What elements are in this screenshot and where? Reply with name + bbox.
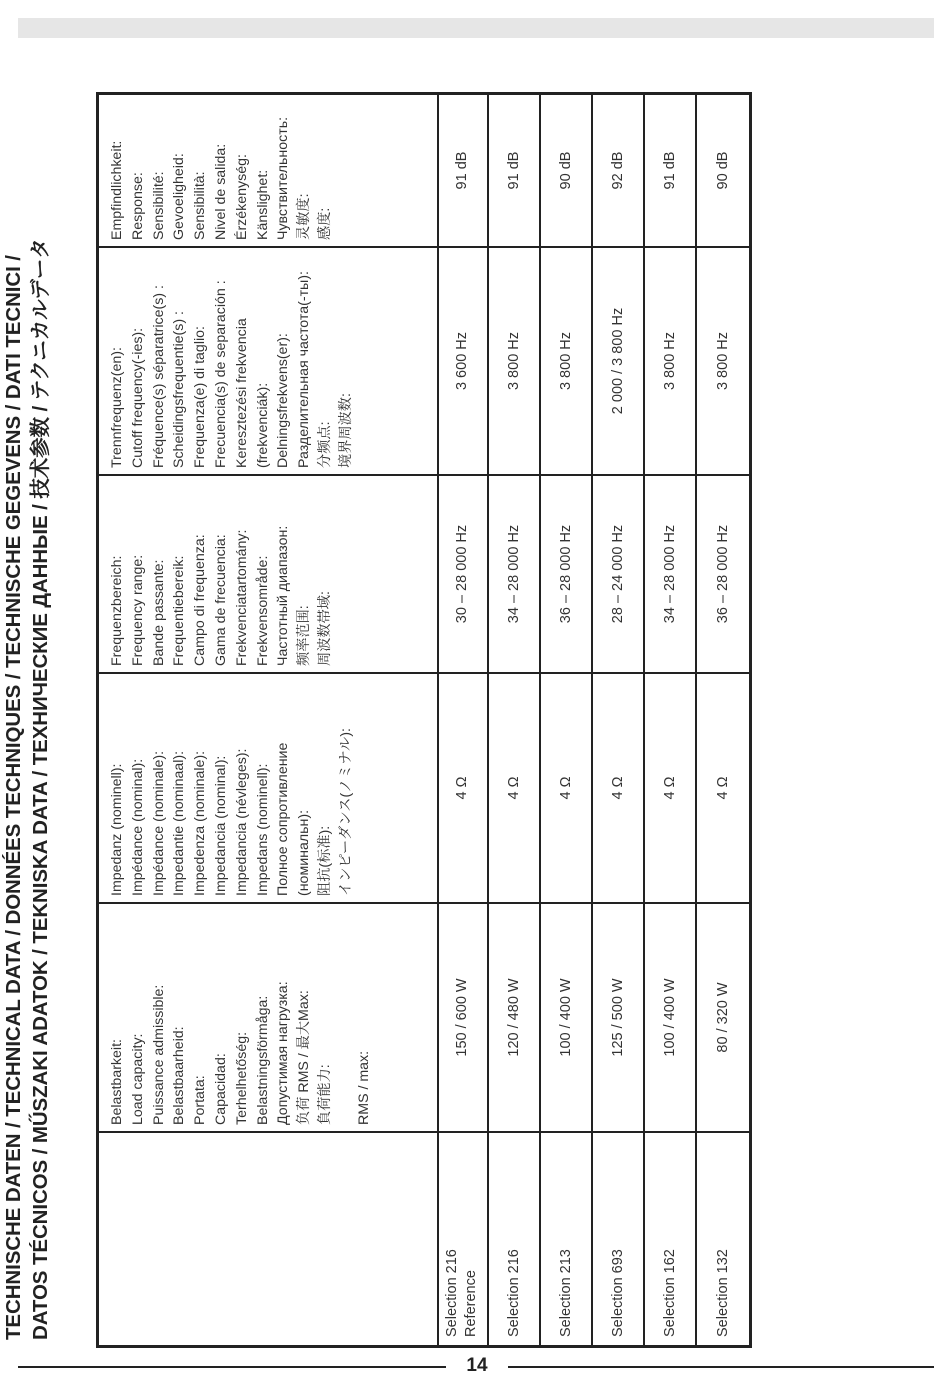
cell-frequency: 36 – 28 000 Hz	[558, 524, 574, 624]
cell-frequency: 36 – 28 000 Hz	[715, 524, 731, 624]
row-name: Selection 693	[609, 1249, 626, 1337]
header-cutoff-line: Keresztezési frekvencia	[233, 318, 250, 468]
cell-impedance: 4 Ω	[558, 776, 574, 800]
cell-sensitivity: 92 dB	[610, 151, 626, 190]
row-name-cell	[645, 1133, 695, 1345]
header-load-suffix: RMS / max:	[355, 1050, 372, 1125]
row-name-cell	[541, 1133, 591, 1345]
header-impedance-line: Impédance (nominale):	[150, 750, 167, 896]
row-name-sub: Reference	[463, 1270, 479, 1337]
header-impedance-line: Impédance (nominal):	[129, 758, 146, 896]
cell-load: 100 / 400 W	[558, 978, 574, 1057]
table-header	[99, 95, 439, 1345]
header-load-line: Belastningsförmåga:	[254, 995, 271, 1125]
header-frequency-line: Frequentiebereik:	[171, 555, 188, 666]
cell-sensitivity: 90 dB	[715, 151, 731, 190]
header-frequency-line: Частотный диапазон:	[275, 525, 292, 666]
header-load-line: Puissance admissible:	[150, 984, 167, 1125]
header-load-capacity	[99, 904, 437, 1131]
cell-frequency: 30 – 28 000 Hz	[454, 524, 470, 624]
cell-load: 100 / 400 W	[662, 978, 678, 1057]
header-sensitivity-line: Érzékenység:	[233, 154, 250, 240]
cell-impedance: 4 Ω	[662, 776, 678, 800]
header-impedance-line: Impedantie (nominaal):	[171, 750, 188, 896]
header-cutoff-line: Frecuencia(s) de separación :	[212, 280, 229, 468]
header-frequency-line: Frekvensområde:	[254, 555, 271, 666]
header-impedance-line: 阻抗(标准):	[316, 825, 333, 896]
header-impedance-line: Полное сопротивление	[275, 742, 292, 896]
header-load-line: 负荷 RMS / 最大Max:	[296, 990, 313, 1125]
header-load-line: Terhelhetőség:	[233, 1031, 250, 1125]
row-name: Selection 216	[444, 1249, 460, 1337]
cell-load: 80 / 320 W	[715, 982, 731, 1053]
footer-rule-left	[18, 1366, 446, 1368]
header-cutoff-line: Scheidingsfrequentie(s) :	[171, 311, 188, 468]
header-frequency-line: Frequenzbereich:	[109, 555, 125, 666]
header-sensitivity-line: 灵敏度:	[296, 193, 313, 240]
header-load-line: Portata:	[192, 1075, 209, 1125]
header-cutoff-line: Frequenza(e) di taglio:	[192, 326, 209, 468]
table-row	[697, 95, 749, 1345]
header-load-line: Belastbaarheid:	[171, 1026, 188, 1125]
header-sensitivity-line: Känslighet:	[254, 169, 271, 240]
header-sensitivity-line: Empfindlichkeit:	[109, 140, 125, 240]
column-divider	[99, 672, 749, 674]
cell-cutoff: 3 800 Hz	[662, 331, 678, 391]
header-sensitivity-line: Чувствительность:	[275, 116, 292, 240]
row-name-cell	[437, 1133, 487, 1345]
cell-load: 120 / 480 W	[506, 978, 522, 1057]
header-cutoff-line: Trennfrequenz(en):	[109, 347, 125, 468]
header-impedance-line: Impedancia (névleges):	[233, 748, 250, 896]
page-title	[0, 10, 54, 1340]
cell-sensitivity: 91 dB	[454, 151, 470, 190]
cell-cutoff: 2 000 / 3 800 Hz	[610, 307, 626, 415]
header-cutoff-line: Cutoff frequency(-ies):	[129, 327, 146, 468]
header-sensitivity-line: Sensibilità:	[192, 171, 209, 240]
header-impedance-line: Impedenza (nominale):	[192, 750, 209, 896]
header-impedance-line: (номинальн):	[296, 809, 313, 896]
row-name-cell	[489, 1133, 539, 1345]
cell-impedance: 4 Ω	[506, 776, 522, 800]
column-divider	[99, 474, 749, 476]
header-load-line: Capacidad:	[212, 1053, 229, 1125]
header-cutoff-line: (frekvenciák):	[254, 382, 271, 468]
title-line-1: TECHNISCHE DATEN / TECHNICAL DATA / DONNÉES TECHNIQUES / TECHNISCHE GEGEVENS / DATI TECNICI /	[2, 255, 25, 1340]
header-cutoff-line: Разделительная частота(-ты):	[296, 271, 313, 468]
cell-impedance: 4 Ω	[610, 776, 626, 800]
header-cutoff-line: Delningsfrekvens(er):	[275, 333, 292, 468]
row-name: Selection 162	[661, 1249, 678, 1337]
title-line-2: DATOS TÉCNICOS / MŰSZAKI ADATOK / TEKNISKA DATA / ТЕХНИЧЕСКИЕ ДАННЫЕ / 技术参数 / テクニカルデータ	[29, 238, 52, 1340]
header-sensitivity-line: Sensibilité:	[150, 171, 167, 240]
table-row	[489, 95, 541, 1345]
table-row	[437, 95, 489, 1345]
header-frequency-line: Campo di frequenza:	[192, 534, 209, 666]
header-impedance-line: Impedans (nominell):	[254, 763, 271, 896]
cell-load: 150 / 600 W	[454, 978, 470, 1057]
header-frequency-line: Frequency range:	[129, 554, 146, 666]
header-frequency-range	[99, 476, 437, 672]
header-sensitivity-line: Nivel de salida:	[212, 143, 229, 240]
header-frequency-line: 频率范围:	[296, 605, 313, 666]
header-load-line: Допустимая нагрузка:	[275, 981, 292, 1125]
row-name-cell	[697, 1133, 749, 1345]
cell-cutoff: 3 600 Hz	[454, 331, 470, 391]
header-cutoff-line: Fréquence(s) séparatrice(s) :	[150, 285, 167, 468]
header-cutoff-frequency	[99, 248, 437, 474]
cell-frequency: 34 – 28 000 Hz	[506, 524, 522, 624]
table-row	[593, 95, 645, 1345]
column-divider	[99, 246, 749, 248]
header-sensitivity-line: 感度:	[316, 207, 333, 240]
cell-cutoff: 3 800 Hz	[715, 331, 731, 391]
row-name-cell	[593, 1133, 643, 1345]
table-row	[541, 95, 593, 1345]
header-frequency-line: 周波数帯域:	[316, 591, 333, 666]
cell-load: 125 / 500 W	[610, 978, 626, 1057]
header-impedance-line: インピーダンス(ノミナル):	[337, 728, 354, 896]
header-frequency-line: Frekvenciatartomány:	[233, 529, 250, 666]
header-sensitivity-line: Response:	[129, 172, 146, 240]
header-load-line: 負荷能力:	[316, 1064, 333, 1125]
header-sensitivity	[99, 95, 437, 246]
rotated-content	[0, 10, 760, 1350]
header-sensitivity-line: Gevoeligheid:	[171, 153, 188, 240]
row-name: Selection 132	[714, 1249, 731, 1337]
table-row	[645, 95, 697, 1345]
cell-sensitivity: 91 dB	[662, 151, 678, 190]
cell-cutoff: 3 800 Hz	[506, 331, 522, 391]
header-frequency-line: Bande passante:	[150, 559, 167, 666]
column-divider	[99, 902, 749, 904]
header-cutoff-line: 分频点:	[316, 421, 333, 468]
cell-frequency: 28 – 24 000 Hz	[610, 524, 626, 624]
header-load-line: Load capacity:	[129, 1033, 146, 1125]
cell-sensitivity: 91 dB	[506, 151, 522, 190]
footer-rule-right	[508, 1366, 934, 1368]
header-impedance	[99, 674, 437, 902]
page-number: 14	[466, 1355, 488, 1376]
cell-sensitivity: 90 dB	[558, 151, 574, 190]
technical-data-table	[96, 92, 752, 1348]
row-name: Selection 216	[505, 1249, 522, 1337]
header-impedance-line: Impedancia (nominal):	[212, 755, 229, 896]
header-frequency-line: Gama de frecuencia:	[212, 534, 229, 666]
header-load-line: Belastbarkeit:	[109, 1039, 125, 1125]
row-name: Selection 213	[557, 1249, 574, 1337]
header-impedance-line: Impedanz (nominell):	[109, 763, 125, 896]
cell-frequency: 34 – 28 000 Hz	[662, 524, 678, 624]
header-cutoff-line: 境界周波数:	[337, 393, 354, 468]
cell-impedance: 4 Ω	[454, 776, 470, 800]
cell-cutoff: 3 800 Hz	[558, 331, 574, 391]
cell-impedance: 4 Ω	[715, 776, 731, 800]
column-divider	[99, 1131, 749, 1133]
